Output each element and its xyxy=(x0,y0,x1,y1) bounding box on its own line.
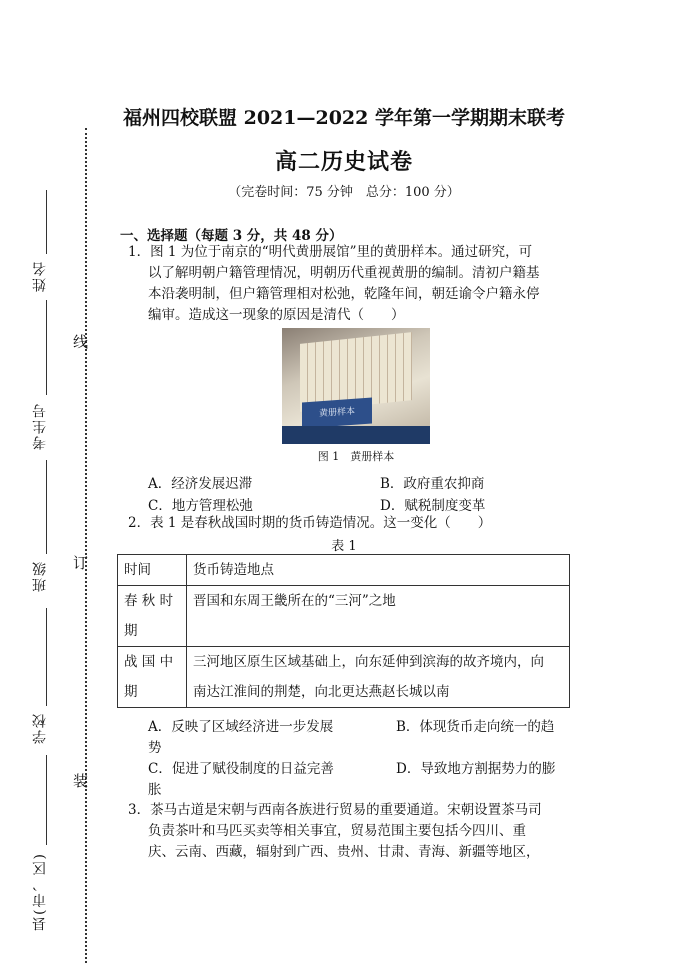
table-header-location: 货币铸造地点 xyxy=(187,555,570,586)
q3-line-1: 3．茶马古道是宋朝与西南各族进行贸易的重要通道。宋朝设置茶马司 xyxy=(128,802,542,818)
binding-char-order: 订 xyxy=(73,554,89,572)
table-cell-period xyxy=(118,586,187,647)
exam-number-underline xyxy=(46,300,47,395)
q2-stem: 2．表 1 是春秋战国时期的货币铸造情况。这一变化（ ） xyxy=(128,515,492,531)
q1-line-2: 以了解明朝户籍管理情况，明朝历代重视黄册的编制。清初户籍基 xyxy=(148,265,540,281)
figure-1-caption: 图 1 黄册样本 xyxy=(317,450,395,463)
binding-char-line: 线 xyxy=(73,333,89,351)
table-cell-period xyxy=(118,647,187,708)
exam-number-label: 考生号 xyxy=(32,402,48,450)
table-header-time: 时间 xyxy=(118,555,187,586)
q1-option-c: C．地方管理松弛 xyxy=(148,498,253,514)
section-title: 一、选择题（每题 3 分，共 48 分） xyxy=(120,228,343,244)
coin-minting-table xyxy=(117,554,570,708)
huangce-sample-photo xyxy=(282,328,430,444)
school-underline xyxy=(46,608,47,706)
county-label: 县(市、区) xyxy=(32,852,48,931)
county-underline xyxy=(46,755,47,845)
q2-option-b-cont: 势 xyxy=(148,740,162,756)
table-cell-location xyxy=(187,647,570,708)
q1-option-a: A．经济发展迟滞 xyxy=(148,476,253,492)
table-cell-location: 晋国和东周王畿所在的“三河”之地 xyxy=(187,586,570,647)
school-label: 学校 xyxy=(32,712,48,744)
subject-title: 高二历史试卷 xyxy=(274,149,413,175)
q3-line-3: 庆、云南、西藏，辐射到广西、贵州、甘肃、青海、新疆等地区， xyxy=(148,844,540,860)
name-label: 姓名 xyxy=(32,260,48,292)
period-line-1: 春 秋 时 xyxy=(124,593,174,609)
q1-line-1: 1．图 1 为位于南京的“明代黄册展馆”里的黄册样本。通过研究，可 xyxy=(128,244,533,260)
table-header-row xyxy=(118,555,570,586)
binding-char-bind: 装 xyxy=(73,772,89,790)
period-line-2: 期 xyxy=(124,623,138,639)
q1-line-4: 编审。造成这一现象的原因是清代（ ） xyxy=(148,307,405,323)
table-row xyxy=(118,586,570,647)
exam-info: （完卷时间：75 分钟 总分：100 分） xyxy=(228,185,460,200)
location-line-1: 三河地区原生区域基础上，向东延伸到滨海的故齐境内，向 xyxy=(193,654,544,670)
table-1-title: 表 1 xyxy=(331,539,357,554)
period-line-1: 战 国 中 xyxy=(124,654,174,670)
display-base xyxy=(282,426,430,444)
class-label: 班级 xyxy=(32,560,48,592)
q1-line-3: 本沿袭明制，但户籍管理相对松弛，乾隆年间，朝廷谕令户籍永停 xyxy=(148,286,540,302)
q2-option-c: C．促进了赋役制度的日益完善 xyxy=(148,761,334,777)
table-row xyxy=(118,647,570,708)
q1-option-d: D．赋税制度变革 xyxy=(380,498,486,514)
q2-option-d: D．导致地方割据势力的膨 xyxy=(396,761,556,777)
q2-option-b: B．体现货币走向统一的趋 xyxy=(396,719,555,735)
q1-option-b: B．政府重农抑商 xyxy=(380,476,485,492)
q3-line-2: 负责茶叶和马匹买卖等相关事宜，贸易范围主要包括今四川、重 xyxy=(148,823,526,839)
photo-plaque: 黄册样本 xyxy=(302,398,372,429)
q2-option-a: A．反映了区域经济进一步发展 xyxy=(148,719,334,735)
location-line-2: 南达江淮间的荆楚，向北更达燕赵长城以南 xyxy=(193,684,450,700)
exam-title: 福州四校联盟 2021—2022 学年第一学期期末联考 xyxy=(123,107,565,129)
period-line-2: 期 xyxy=(124,684,138,700)
q2-option-d-cont: 胀 xyxy=(148,782,162,798)
